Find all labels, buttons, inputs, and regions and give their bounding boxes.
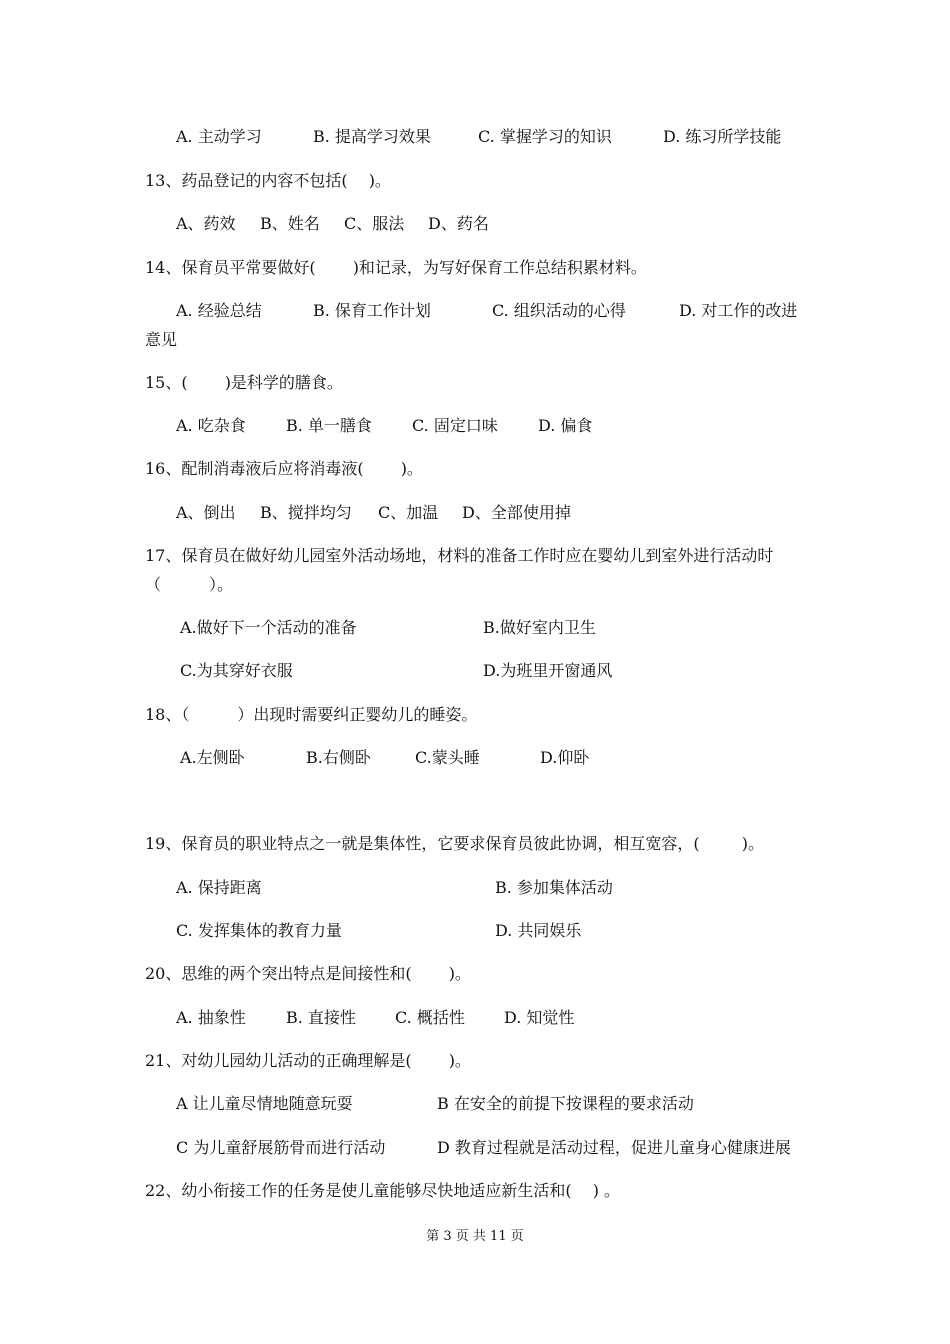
q17-option-c: C.为其穿好衣服 xyxy=(180,661,293,680)
q15-option-a: A. 吃杂食 xyxy=(176,416,246,435)
q20-stem: 20、思维的两个突出特点是间接性和( )。 xyxy=(145,964,471,983)
q18-option-a: A.左侧卧 xyxy=(180,748,245,767)
page-footer: 第 3 页 共 11 页 xyxy=(426,1229,524,1244)
q13-option-b: B、姓名 xyxy=(260,214,320,233)
q21-stem: 21、对幼儿园幼儿活动的正确理解是( )。 xyxy=(145,1051,471,1070)
q15-option-b: B. 单一膳食 xyxy=(286,416,372,435)
q14-option-b: B. 保育工作计划 xyxy=(313,301,431,320)
q14-option-a: A. 经验总结 xyxy=(176,301,262,320)
q19-stem: 19、保育员的职业特点之一就是集体性，它要求保育员彼此协调，相互宽容，( )。 xyxy=(145,834,765,853)
q13-stem: 13、药品登记的内容不包括( )。 xyxy=(145,171,391,190)
q20-option-a: A. 抽象性 xyxy=(176,1008,246,1027)
q20-option-b: B. 直接性 xyxy=(286,1008,356,1027)
q18-option-d: D.仰卧 xyxy=(540,748,590,767)
q16-stem: 16、配制消毒液后应将消毒液( )。 xyxy=(145,459,423,478)
q14-option-c: C. 组织活动的心得 xyxy=(492,301,626,320)
q14-option-d: D. 对工作的改进 xyxy=(679,301,798,320)
q12-option-d: D. 练习所学技能 xyxy=(663,127,782,146)
q16-option-c: C、加温 xyxy=(378,503,439,522)
q17-stem-wrap: （ ）。 xyxy=(145,575,234,594)
q16-option-b: B、搅拌均匀 xyxy=(260,503,352,522)
q21-option-a: A 让儿童尽情地随意玩耍 xyxy=(176,1094,353,1113)
q20-option-d: D. 知觉性 xyxy=(504,1008,575,1027)
q17-option-b: B.做好室内卫生 xyxy=(483,618,596,637)
q20-option-c: C. 概括性 xyxy=(395,1008,465,1027)
q14-option-d-wrap: 意见 xyxy=(145,330,178,349)
q15-stem: 15、( )是科学的膳食。 xyxy=(145,373,343,392)
q13-option-c: C、服法 xyxy=(344,214,405,233)
q15-option-c: C. 固定口味 xyxy=(412,416,498,435)
q13-option-d: D、药名 xyxy=(428,214,489,233)
q18-option-c: C.蒙头睡 xyxy=(415,748,480,767)
q19-option-b: B. 参加集体活动 xyxy=(495,878,613,897)
q16-option-a: A、倒出 xyxy=(176,503,236,522)
q18-option-b: B.右侧卧 xyxy=(306,748,371,767)
q17-option-d: D.为班里开窗通风 xyxy=(483,661,613,680)
q21-option-d: D 教育过程就是活动过程，促进儿童身心健康进展 xyxy=(437,1138,791,1157)
q19-option-c: C. 发挥集体的教育力量 xyxy=(176,921,342,940)
q19-option-d: D. 共同娱乐 xyxy=(495,921,582,940)
q14-stem: 14、保育员平常要做好( )和记录，为写好保育工作总结积累材料。 xyxy=(145,258,647,277)
q22-stem: 22、幼小衔接工作的任务是使儿童能够尽快地适应新生活和( ) 。 xyxy=(145,1181,621,1200)
q21-option-b: B 在安全的前提下按课程的要求活动 xyxy=(437,1094,694,1113)
q18-stem: 18、（ ）出现时需要纠正婴幼儿的睡姿。 xyxy=(145,705,478,724)
q21-option-c: C 为儿童舒展筋骨而进行活动 xyxy=(176,1138,386,1157)
q12-option-b: B. 提高学习效果 xyxy=(313,127,431,146)
q15-option-d: D. 偏食 xyxy=(538,416,593,435)
q13-option-a: A、药效 xyxy=(176,214,236,233)
q17-option-a: A.做好下一个活动的准备 xyxy=(180,618,357,637)
q16-option-d: D、全部使用掉 xyxy=(462,503,571,522)
q19-option-a: A. 保持距离 xyxy=(176,878,262,897)
q12-option-a: A. 主动学习 xyxy=(176,127,262,146)
q17-stem: 17、保育员在做好幼儿园室外活动场地，材料的准备工作时应在婴幼儿到室外进行活动时 xyxy=(145,546,774,565)
q12-option-c: C. 掌握学习的知识 xyxy=(478,127,612,146)
